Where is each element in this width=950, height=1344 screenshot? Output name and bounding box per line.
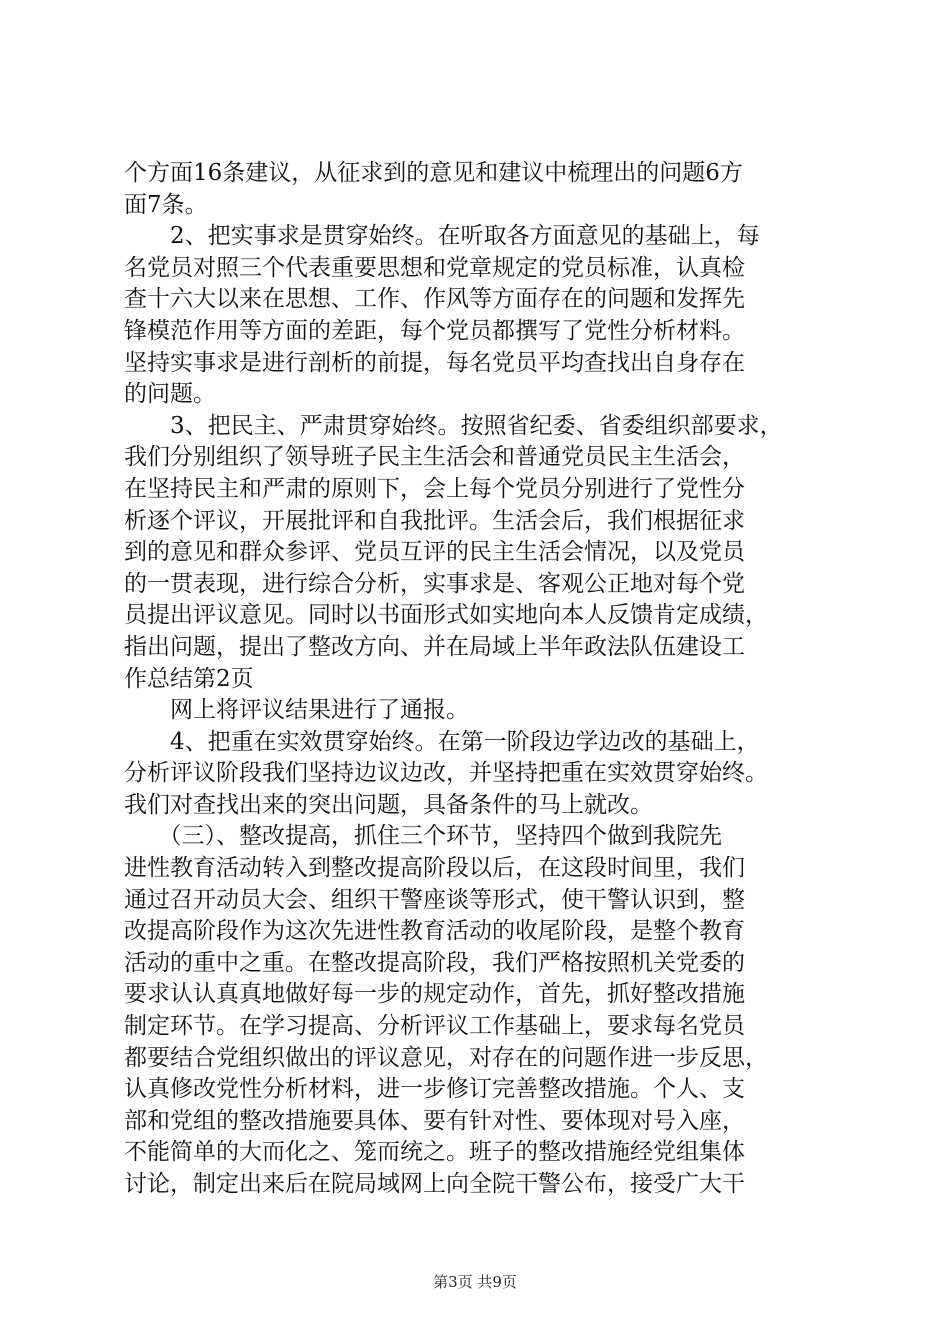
text-line: 改提高阶段作为这次先进性教育活动的收尾阶段，是整个教育 xyxy=(124,918,745,945)
text-line: 个方面16条建议，从征求到的意见和建议中梳理出的问题6方 xyxy=(124,160,743,186)
text-line: 员提出评议意见。同时以书面形式如实地向本人反馈肯定成绩， xyxy=(124,602,768,629)
text-line: 指出问题，提出了整改方向、并在局域上半年政法队伍建设工 xyxy=(124,633,745,660)
text-line: 进性教育活动转入到整改提高阶段以后，在这段时间里，我们 xyxy=(124,855,745,882)
text-line: 我们分别组织了领导班子民主生活会和普通党员民主生活会， xyxy=(124,444,745,471)
text-line: 的一贯表现，进行综合分析，实事求是、客观公正地对每个党 xyxy=(124,570,745,597)
text-line: （三）、整改提高，抓住三个环节，坚持四个做到我院先 xyxy=(124,823,722,850)
text-line: 到的意见和群众参评、党员互评的民主生活会情况，以及党员 xyxy=(124,539,745,566)
text-line: 都要结合党组织做出的评议意见，对存在的问题作进一步反思， xyxy=(124,1044,768,1071)
text-line: 我们对查找出来的突出问题，具备条件的马上就改。 xyxy=(124,791,653,818)
text-line: 讨论，制定出来后在院局域网上向全院干警公布，接受广大干 xyxy=(124,1171,745,1197)
page-number-footer: 第3页 共9页 xyxy=(433,1273,517,1291)
text-line: 的问题。 xyxy=(124,381,216,408)
text-line: 要求认认真真地做好每一步的规定动作，首先，抓好整改措施 xyxy=(124,981,745,1008)
text-line: 3、把民主、严肃贯穿始终。按照省纪委、省委组织部要求， xyxy=(124,412,783,439)
text-line: 制定环节。在学习提高、分析评议工作基础上，要求每名党员 xyxy=(124,1013,745,1040)
text-line: 在坚持民主和严肃的原则下，会上每个党员分别进行了党性分 xyxy=(124,475,745,502)
text-line: 通过召开动员大会、组织干警座谈等形式，使干警认识到，整 xyxy=(124,886,745,913)
text-line: 部和党组的整改措施要具体、要有针对性、要体现对号入座， xyxy=(124,1107,745,1134)
text-line: 面7条。 xyxy=(124,191,208,218)
text-line: 锋模范作用等方面的差距，每个党员都撰写了党性分析材料。 xyxy=(124,317,745,344)
text-line: 分析评议阶段我们坚持边议边改，并坚持把重在实效贯穿始终。 xyxy=(124,760,768,787)
text-line: 4、把重在实效贯穿始终。在第一阶段边学边改的基础上， xyxy=(124,728,760,755)
text-line: 坚持实事求是进行剖析的前提，每名党员平均查找出自身存在 xyxy=(124,349,745,376)
text-line: 析逐个评议，开展批评和自我批评。生活会后，我们根据征求 xyxy=(124,507,745,534)
text-line: 网上将评议结果进行了通报。 xyxy=(124,697,469,724)
text-line: 活动的重中之重。在整改提高阶段，我们严格按照机关党委的 xyxy=(124,949,745,976)
document-body xyxy=(124,158,830,1201)
text-line: 查十六大以来在思想、工作、作风等方面存在的问题和发挥先 xyxy=(124,286,745,313)
text-line: 2、把实事求是贯穿始终。在听取各方面意见的基础上，每 xyxy=(124,223,760,250)
text-line: 作总结第2页 xyxy=(124,665,254,692)
text-line: 名党员对照三个代表重要思想和党章规定的党员标准，认真检 xyxy=(124,254,745,281)
text-line: 不能简单的大而化之、笼而统之。班子的整改措施经党组集体 xyxy=(124,1139,745,1166)
text-line: 认真修改党性分析材料，进一步修订完善整改措施。个人、支 xyxy=(124,1076,745,1103)
